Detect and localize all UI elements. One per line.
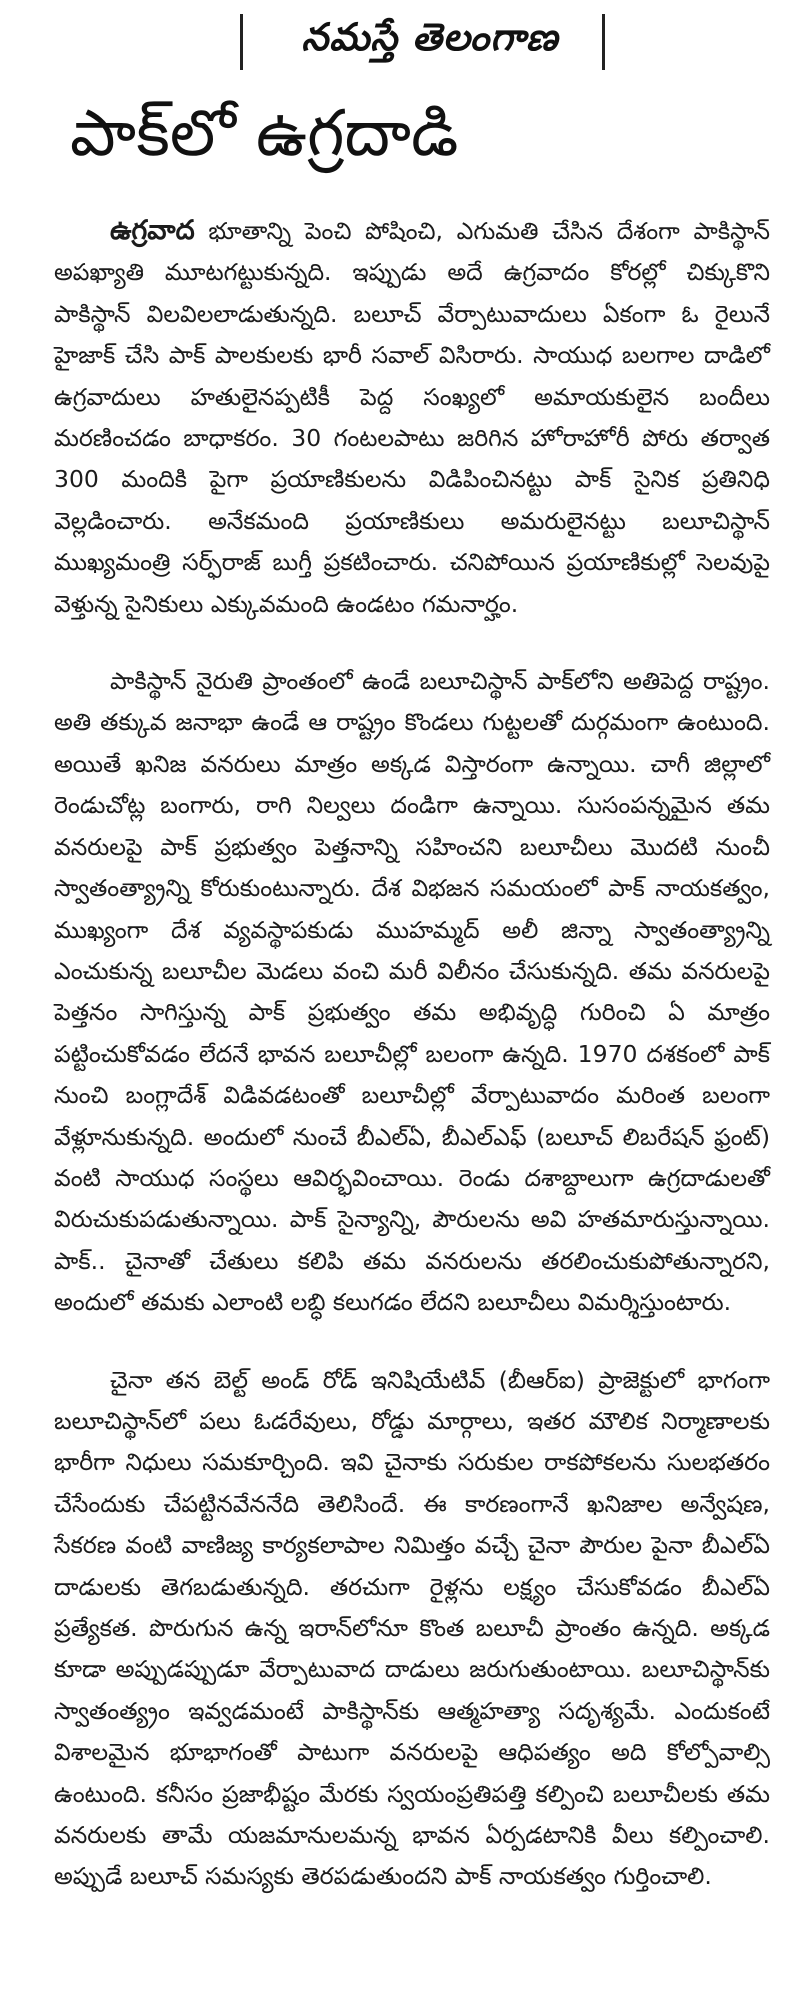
paragraph-1-text: భూతాన్ని పెంచి పోషించి, ఎగుమతి చేసిన దేశంగా పాకిస్థాన్ అపఖ్యాతి మూటగట్టుకున్నది. ఇప్పుడు అదే ఉగ్రవాదం కోరల్లో చిక్కుకొని పాకిస్థాన్ విలవిలలాడుతున్నది. బలూచ్ వేర్పాటువాదులు ఏకంగా ఓ రైలునే హైజాక్ చేసి పాక్ పాలకులకు భారీ సవాల్ విసిరారు. సాయుధ బలగాల దాడిలో ఉగ్రవాదులు హతులైనప్పటికీ పెద్ద సంఖ్యలో అమాయకులైన బందీలు మరణించడం బాధాకరం. 30 గంటలపాటు జరిగిన హోరాహోరీ పోరు తర్వాత 300 మందికి పైగా ప్రయాణికులను విడిపించినట్టు పాక్ సైనిక ప్రతినిధి వెల్లడించారు. అనేకమంది ప్రయాణికులు అమరులైనట్టు బలూచిస్థాన్ ముఖ్యమంత్రి సర్ఫ్‌రాజ్ బుగ్తీ ప్రకటించారు. చనిపోయిన ప్రయాణికుల్లో సెలవుపై వెళ్తున్న సైనికులు ఎక్కువమంది ఉండటం గమనార్హం. [54,217,770,618]
article-headline: పాక్‌లో ఉగ్రదాడి [70,97,459,171]
newspaper-name: నమస్తే తెలంగాణ [301,15,559,59]
newspaper-clipping [40,0,780,2010]
article-paragraph-1 [40,210,780,625]
lead-word: ఉగ్రవాద [110,215,195,246]
masthead [40,0,780,84]
masthead-rule-left [240,14,243,70]
article-paragraph-3: చైనా తన బెల్ట్ అండ్ రోడ్ ఇనిషియేటివ్ (బీఆర్ఐ) ప్రాజెక్టులో భాగంగా బలూచిస్థాన్‌లో పలు ఓడరేవులు, రోడ్డు మార్గాలు, ఇతర మౌలిక నిర్మాణాలకు భారీగా నిధులు సమకూర్చింది. ఇవి చైనాకు సరుకుల రాకపోకలను సులభతరం చేసేందుకు చేపట్టినవేననేది తెలిసిందే. ఈ కారణంగానే ఖనిజాల అన్వేషణ, సేకరణ వంటి వాణిజ్య కార్యకలాపాల నిమిత్తం వచ్చే చైనా పౌరుల పైనా బీఎల్ఏ దాడులకు తెగబడుతున్నది. తరచుగా రైళ్లను లక్ష్యం చేసుకోవడం బీఎల్ఏ ప్రత్యేకత. పొరుగున ఉన్న ఇరాన్‌లోనూ కొంత బలూచీ ప్రాంతం ఉన్నది. అక్కడ కూడా అప్పుడప్పుడూ వేర్పాటువాద దాడులు జరుగుతుంటాయి. బలూచిస్థాన్‌కు స్వాతంత్య్రం ఇవ్వడమంటే పాకిస్థాన్‌కు ఆత్మహత్యా సదృశ్యమే. ఎందుకంటే విశాలమైన భూభాగంతో పాటుగా వనరులపై ఆధిపత్యం అది కోల్పోవాల్సి ఉంటుంది. కనీసం ప్రజాభీష్టం మేరకు స్వయంప్రతిపత్తి కల్పించి బలూచీలకు తమ వనరులకు తామే యజమానులమన్న భావన ఏర్పడటానికి వీలు కల్పించాలి. అప్పుడే బలూచ్ సమస్యకు తెరపడుతుందని పాక్ నాయకత్వం గుర్తించాలి. [54,1365,770,1891]
masthead-rule-right [602,14,605,70]
article-paragraph-2: పాకిస్థాన్ నైరుతి ప్రాంతంలో ఉండే బలూచిస్థాన్ పాక్‌లోని అతిపెద్ద రాష్ట్రం. అతి తక్కువ జనాభా ఉండే ఆ రాష్ట్రం కొండలు గుట్టలతో దుర్గమంగా ఉంటుంది. అయితే ఖనిజ వనరులు మాత్రం అక్కడ విస్తారంగా ఉన్నాయి. చాగీ జిల్లాలో రెండుచోట్ల బంగారు, రాగి నిల్వలు దండిగా ఉన్నాయి. సుసంపన్నమైన తమ వనరులపై పాక్ ప్రభుత్వం పెత్తనాన్ని సహించని బలూచీలు మొదటి నుంచీ స్వాతంత్య్రాన్ని కోరుకుంటున్నారు. దేశ విభజన సమయంలో పాక్ నాయకత్వం, ముఖ్యంగా దేశ వ్యవస్థాపకుడు ముహమ్మద్ అలీ జిన్నా స్వాతంత్య్రాన్ని ఎంచుకున్న బలూచీల మెడలు వంచి మరీ విలీనం చేసుకున్నది. తమ వనరులపై పెత్తనం సాగిస్తున్న పాక్ ప్రభుత్వం తమ అభివృద్ధి గురించి ఏ మాత్రం పట్టించుకోవడం లేదనే భావన బలూచీల్లో బలంగా ఉన్నది. 1970 దశకంలో పాక్ నుంచి బంగ్లాదేశ్ విడివడటంతో బలూచీల్లో వేర్పాటువాదం మరింత బలంగా వేళ్లూనుకున్నది. అందులో నుంచే బీఎల్ఏ, బీఎల్ఎఫ్ (బలూచ్ లిబరేషన్ ఫ్రంట్) వంటి సాయుధ సంస్థలు ఆవిర్భవించాయి. రెండు దశాబ్దాలుగా ఉగ్రదాడులతో విరుచుకుపడుతున్నాయి. పాక్ సైన్యాన్ని, పౌరులను అవి హతమారుస్తున్నాయి. పాక్.. చైనాతో చేతులు కలిపి తమ వనరులను తరలించుకుపోతున్నారని, అందులో తమకు ఎలాంటి లబ్ధి కలుగడం లేదని బలూచీలు విమర్శిస్తుంటారు. [54,667,770,1317]
